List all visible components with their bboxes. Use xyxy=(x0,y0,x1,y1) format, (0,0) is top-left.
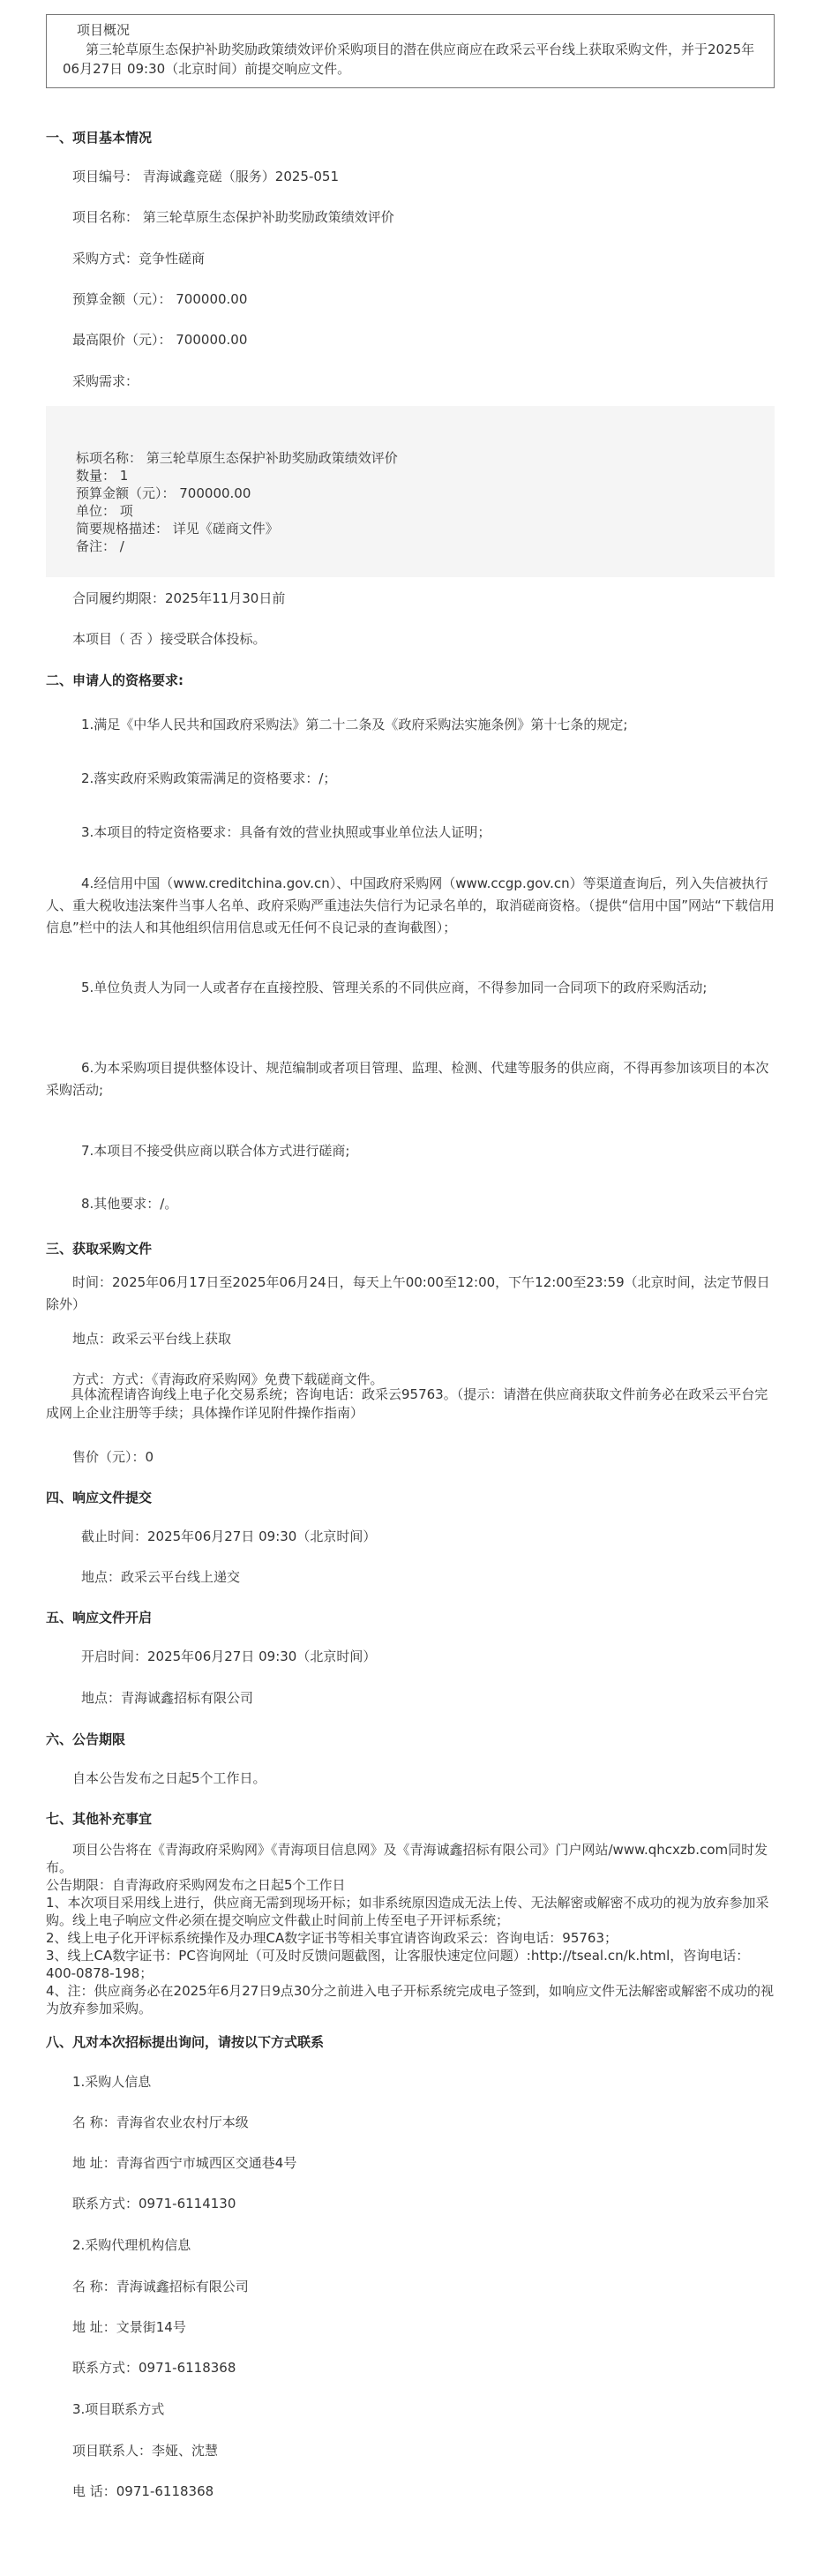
supplement-item-4: 4、注：供应商务必在2025年6月27日9点30分之前进入电子开标系统完成电子签到，如响应文件无法解密或解密不成功的视为放弃参加采购。 xyxy=(46,1983,774,2016)
summary-box xyxy=(46,14,775,88)
contact-agency-title: 2.采购代理机构信息 xyxy=(72,2237,191,2253)
procurement-method: 采购方式：竞争性磋商 xyxy=(72,251,206,267)
section-6-heading: 六、公告期限 xyxy=(46,1731,126,1747)
section-1-heading: 一、项目基本情况 xyxy=(46,130,153,146)
acquire-way: 方式：方式：《青海政府采购网》免费下载磋商文件。 xyxy=(72,1371,384,1387)
budget-amount: 预算金额（元）： 700000.00 xyxy=(72,291,248,307)
opening-place: 地点：青海诚鑫招标有限公司 xyxy=(81,1690,254,1706)
section-4-heading: 四、响应文件提交 xyxy=(46,1490,153,1506)
supplement-item-3: 3、线上CA数字证书：PC咨询网址（可及时反馈问题截图，让客服快速定位问题）:http://tseal.cn/k.html，咨询电话：400-0878-198； xyxy=(46,1948,750,1981)
project-contact-phone: 电 话：0971-6118368 xyxy=(72,2483,214,2499)
document-price: 售价（元）：0 xyxy=(72,1449,154,1465)
acquire-place: 地点：政采云平台线上获取 xyxy=(72,1331,232,1347)
contract-period: 合同履约期限：2025年11月30日前 xyxy=(72,590,286,606)
project-number: 项目编号： 青海诚鑫竞磋（服务）2025-051 xyxy=(72,169,339,184)
agency-name: 名 称：青海诚鑫招标有限公司 xyxy=(72,2279,249,2294)
lot-name: 标项名称： 第三轮草原生态保护补助奖励政策绩效评价 xyxy=(76,450,398,466)
consortium-note: 本项目（ 否 ）接受联合体投标。 xyxy=(72,631,266,647)
lot-quantity: 数量： 1 xyxy=(76,468,129,484)
section-3-heading: 三、获取采购文件 xyxy=(46,1241,153,1257)
submit-deadline: 截止时间：2025年06月27日 09:30（北京时间） xyxy=(81,1528,377,1544)
agency-phone: 联系方式：0971-6118368 xyxy=(72,2360,236,2376)
qualification-1: 1.满足《中华人民共和国政府采购法》第二十二条及《政府采购法实施条例》第十七条的规定; xyxy=(81,717,628,732)
qualification-8: 8.其他要求：/。 xyxy=(81,1196,178,1212)
supplement-period: 公告期限：自青海政府采购网发布之日起5个工作日 xyxy=(46,1877,346,1893)
qualification-2: 2.落实政府采购政策需满足的资格要求：/； xyxy=(81,770,337,786)
project-contact-person: 项目联系人：李娅、沈慧 xyxy=(72,2443,219,2459)
supplement-item-1: 1、本次项目采用线上进行，供应商无需到现场开标；如非系统原因造成无法上传、无法解密或解密不成功的视为放弃参加采购。线上电子响应文件必须在提交响应文件截止时间前上传至电子开评标系统； xyxy=(46,1895,769,1928)
section-5-heading: 五、响应文件开启 xyxy=(46,1610,153,1626)
lot-note: 备注： / xyxy=(76,538,124,554)
section-8-heading: 八、凡对本次招标提出询问，请按以下方式联系 xyxy=(46,2034,325,2050)
purchaser-name: 名 称：青海省农业农村厅本级 xyxy=(72,2114,249,2130)
lot-detail-panel xyxy=(46,406,775,577)
section-2-heading: 二、申请人的资格要求: xyxy=(46,672,184,688)
qualification-4: 4.经信用中国（www.creditchina.gov.cn）、中国政府采购网（www.ccgp.gov.cn）等渠道查询后，列入失信被执行人、重大税收违法案件当事人名单、政府采购严重违法失信行为记录名单的，取消磋商资格。（提供“信用中国”网站“下载信用信息”栏中的法人和其他组织信用信息或无任何不良记录的查询截图）； xyxy=(46,875,775,935)
summary-text: 第三轮草原生态保护补助奖励政策绩效评价采购项目的潜在供应商应在政采云平台线上获取采购文件，并于2025年06月27日 09:30（北京时间）前提交响应文件。 xyxy=(63,41,755,77)
notice-period: 自本公告发布之日起5个工作日。 xyxy=(72,1770,266,1786)
opening-time: 开启时间：2025年06月27日 09:30（北京时间） xyxy=(81,1648,377,1664)
acquire-time: 时间：2025年06月17日至2025年06月24日，每天上午00:00至12:00，下午12:00至23:59（北京时间，法定节假日除外） xyxy=(46,1274,770,1312)
max-price: 最高限价（元）： 700000.00 xyxy=(72,332,248,348)
qualification-6: 6.为本采购项目提供整体设计、规范编制或者项目管理、监理、检测、代建等服务的供应商，不得再参加该项目的本次采购活动; xyxy=(46,1060,769,1098)
summary-title: 项目概况 xyxy=(77,22,131,38)
section-7-heading: 七、其他补充事宜 xyxy=(46,1811,153,1827)
supplement-publish: 项目公告将在《青海政府采购网》《青海项目信息网》及《青海诚鑫招标有限公司》门户网站/www.qhcxzb.com同时发布。 xyxy=(46,1842,768,1875)
procurement-demand: 采购需求： xyxy=(72,373,139,389)
qualification-7: 7.本项目不接受供应商以联合体方式进行磋商; xyxy=(81,1143,350,1159)
lot-unit: 单位： 项 xyxy=(76,503,133,519)
qualification-5: 5.单位负责人为同一人或者存在直接控股、管理关系的不同供应商，不得参加同一合同项下的政府采购活动; xyxy=(81,980,708,995)
agency-address: 地 址：文景街14号 xyxy=(72,2319,186,2335)
purchaser-phone: 联系方式：0971-6114130 xyxy=(72,2196,236,2212)
contact-purchaser-title: 1.采购人信息 xyxy=(72,2074,152,2090)
lot-budget: 预算金额（元）： 700000.00 xyxy=(76,485,251,501)
supplement-item-2: 2、线上电子化开评标系统操作及办理CA数字证书等相关事宜请咨询政采云：咨询电话：95763； xyxy=(46,1930,618,1946)
lot-spec: 简要规格描述： 详见《磋商文件》 xyxy=(76,521,279,537)
project-name: 项目名称： 第三轮草原生态保护补助奖励政策绩效评价 xyxy=(72,209,394,225)
purchaser-address: 地 址：青海省西宁市城西区交通巷4号 xyxy=(72,2155,297,2171)
submit-place: 地点：政采云平台线上递交 xyxy=(81,1569,241,1585)
acquire-process: 具体流程请咨询线上电子化交易系统；咨询电话：政采云95763。（提示：请潜在供应商获取文件前务必在政采云平台完成网上企业注册等手续；具体操作详见附件操作指南） xyxy=(46,1386,768,1421)
qualification-3: 3.本项目的特定资格要求：具备有效的营业执照或事业单位法人证明； xyxy=(81,824,491,840)
contact-project-title: 3.项目联系方式 xyxy=(72,2401,165,2417)
